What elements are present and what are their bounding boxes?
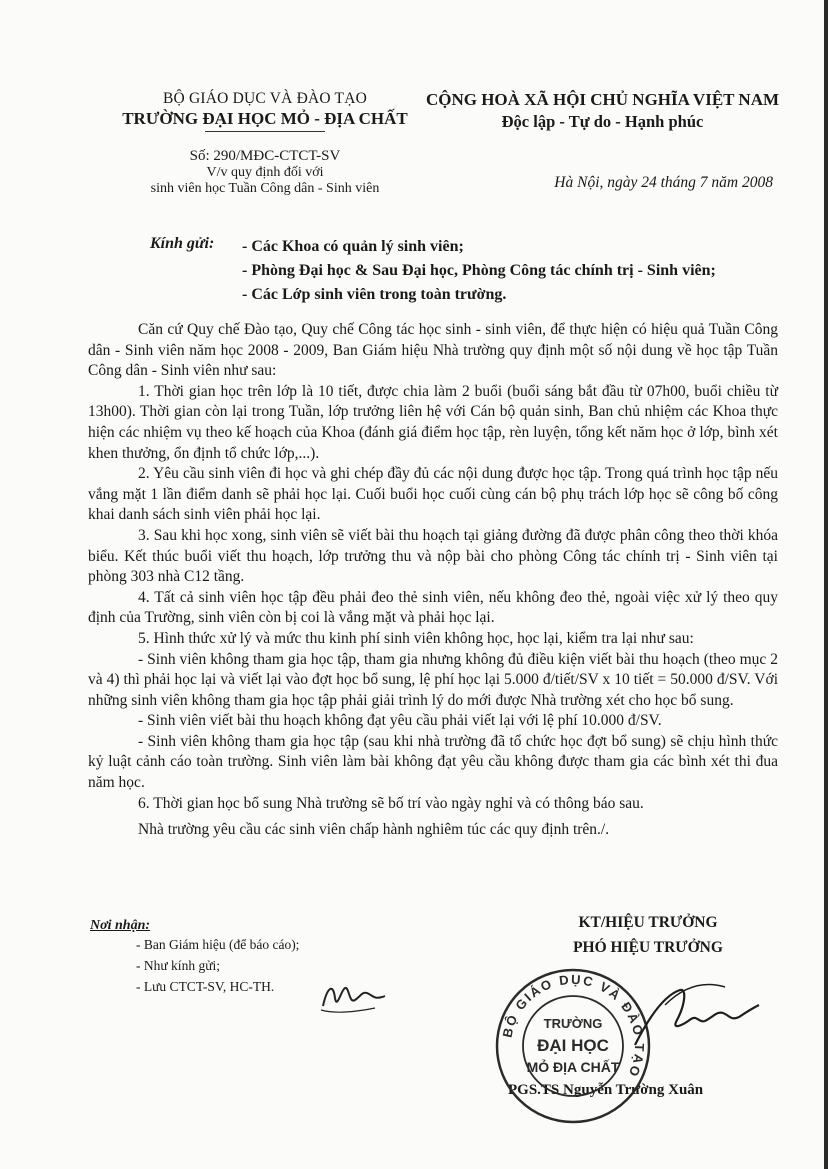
initials-mark [315, 970, 395, 1020]
document-date: Hà Nội, ngày 24 tháng 7 năm 2008 [554, 174, 773, 191]
distribution-item: - Lưu CTCT-SV, HC-TH. [136, 979, 275, 994]
recipient-item: - Các Khoa có quản lý sinh viên; [242, 238, 464, 255]
national-motto: Độc lập - Tự do - Hạnh phúc [501, 112, 704, 131]
distribution-item: - Như kính gửi; [136, 958, 221, 973]
stamp-ring-text: BỘ GIÁO DỤC VÀ ĐÀO TẠO [499, 971, 648, 1081]
header-right [420, 90, 785, 192]
stamp-line-3: MỎ ĐỊA CHẤT [526, 1059, 620, 1075]
recipient-item: - Phòng Đại học & Sau Đại học, Phòng Công tác chính trị - Sinh viên; [242, 262, 716, 279]
recipients-list [242, 235, 802, 307]
document-number: Số: 290/MĐC-CTCT-SV [189, 148, 341, 164]
country-name: CỘNG HOÀ XÃ HỘI CHỦ NGHĨA VIỆT NAM [425, 90, 780, 109]
item-4: 4. Tất cả sinh viên học tập đều phải đeo thẻ sinh viên, nếu không đeo thẻ, ngoài việc xử lý theo quy định của Trường, sinh viên còn bị coi là vắng mặt và phải học lại. [88, 588, 778, 627]
intro-paragraph: Căn cứ Quy chế Đào tạo, Quy chế Công tác học sinh - sinh viên, để thực hiện có hiệu quả Tuần Công dân - Sinh viên năm học 2008 - 2009, Ban Giám hiệu Nhà trường quy định một số nội dung về học tập Tuần Công dân - Sinh viên như sau: [88, 321, 778, 380]
distribution-heading: Nơi nhận: [90, 918, 151, 933]
ministry-name: BỘ GIÁO DỤC VÀ ĐÀO TẠO [162, 90, 368, 107]
item-6: 6. Thời gian học bổ sung Nhà trường sẽ bố trí vào ngày nghỉ và có thông báo sau. [138, 794, 644, 812]
stamp-line-2: ĐẠI HỌC [537, 1036, 609, 1055]
document-body [88, 320, 778, 841]
item-3: 3. Sau khi học xong, sinh viên sẽ viết bài thu hoạch tại giảng đường đã được phân công theo thời khóa biểu. Kết thúc buổi viết thu hoạch, lớp trưởng thu và nộp bài cho phòng Công tác chính trị - Sinh viên tại phòng 303 nhà C12 tầng. [88, 526, 778, 586]
header-left [100, 90, 430, 197]
handwritten-signature [625, 975, 765, 1065]
header-underline [205, 131, 325, 132]
recipient-item: - Các Lớp sinh viên trong toàn trường. [242, 286, 507, 303]
item-1: 1. Thời gian học trên lớp là 10 tiết, được chia làm 2 buổi (buổi sáng bắt đầu từ 07h00, buổi chiều từ 13h00). Thời gian còn lại trong Tuần, lớp trưởng liên hệ với Cán bộ quản sinh, Ban chủ nhiệm các Khoa thực hiện các nhiệm vụ theo kế hoạch của Khoa (đánh giá điểm học tập, rèn luyện, tổng kết năm học ở lớp, bình xét khen thưởng, ổn định tổ chức lớp,...). [88, 382, 778, 462]
signer-name: PGS.TS Nguyễn Trường Xuân [508, 1082, 704, 1098]
item-5b: - Sinh viên viết bài thu hoạch không đạt yêu cầu phải viết lại với lệ phí 10.000 đ/SV. [138, 712, 662, 730]
item-2: 2. Yêu cầu sinh viên đi học và ghi chép đầy đủ các nội dung được học tập. Trong quá trình học tập nếu vắng mặt 1 lần điểm danh sẽ phải học lại. Cuối buổi học cuối cùng cán bộ phụ trách lớp học sẽ công bố công khai danh sách sinh viên phải học lại. [88, 465, 778, 524]
subject-line-1: V/v quy định đối với [206, 165, 324, 180]
item-5c: - Sinh viên không tham gia học tập (sau khi nhà trường đã tổ chức học đợt bổ sung) sẽ chịu hình thức kỷ luật cảnh cáo toàn trường. Sinh viên làm bài không đạt yêu cầu không được tham gia các bình xét thi đua năm học. [88, 732, 778, 792]
item-5a: - Sinh viên không tham gia học tập, tham gia nhưng không đủ điều kiện viết bài thu hoạch (theo mục 2 và 4) thì phải học lại và viết lại vào đợt học bổ sung, lệ phí học lại 5.000 đ/tiết/SV x 10 tiết = 50.000 đ/SV. Với những sinh viên không tham gia học tập phải giải trình lý do mới được Nhà trường xét cho học bổ sung. [88, 650, 778, 709]
closing-paragraph: Nhà trường yêu cầu các sinh viên chấp hành nghiêm túc các quy định trên./. [138, 821, 610, 839]
stamp-line-1: TRƯỜNG [543, 1016, 603, 1031]
university-name: TRƯỜNG ĐẠI HỌC MỎ - ĐỊA CHẤT [122, 109, 408, 128]
distribution-item: - Ban Giám hiệu (để báo cáo); [136, 937, 300, 952]
subject-line-2: sinh viên học Tuần Công dân - Sinh viên [150, 181, 380, 196]
scan-edge [824, 0, 828, 1169]
signature-title-2: PHÓ HIỆU TRƯỞNG [573, 939, 723, 956]
signature-title-1: KT/HIỆU TRƯỞNG [578, 914, 718, 931]
item-5: 5. Hình thức xử lý và mức thu kinh phí sinh viên không học, học lại, kiểm tra lại như sau: [138, 629, 694, 647]
recipients-label: Kính gửi: [150, 235, 215, 252]
